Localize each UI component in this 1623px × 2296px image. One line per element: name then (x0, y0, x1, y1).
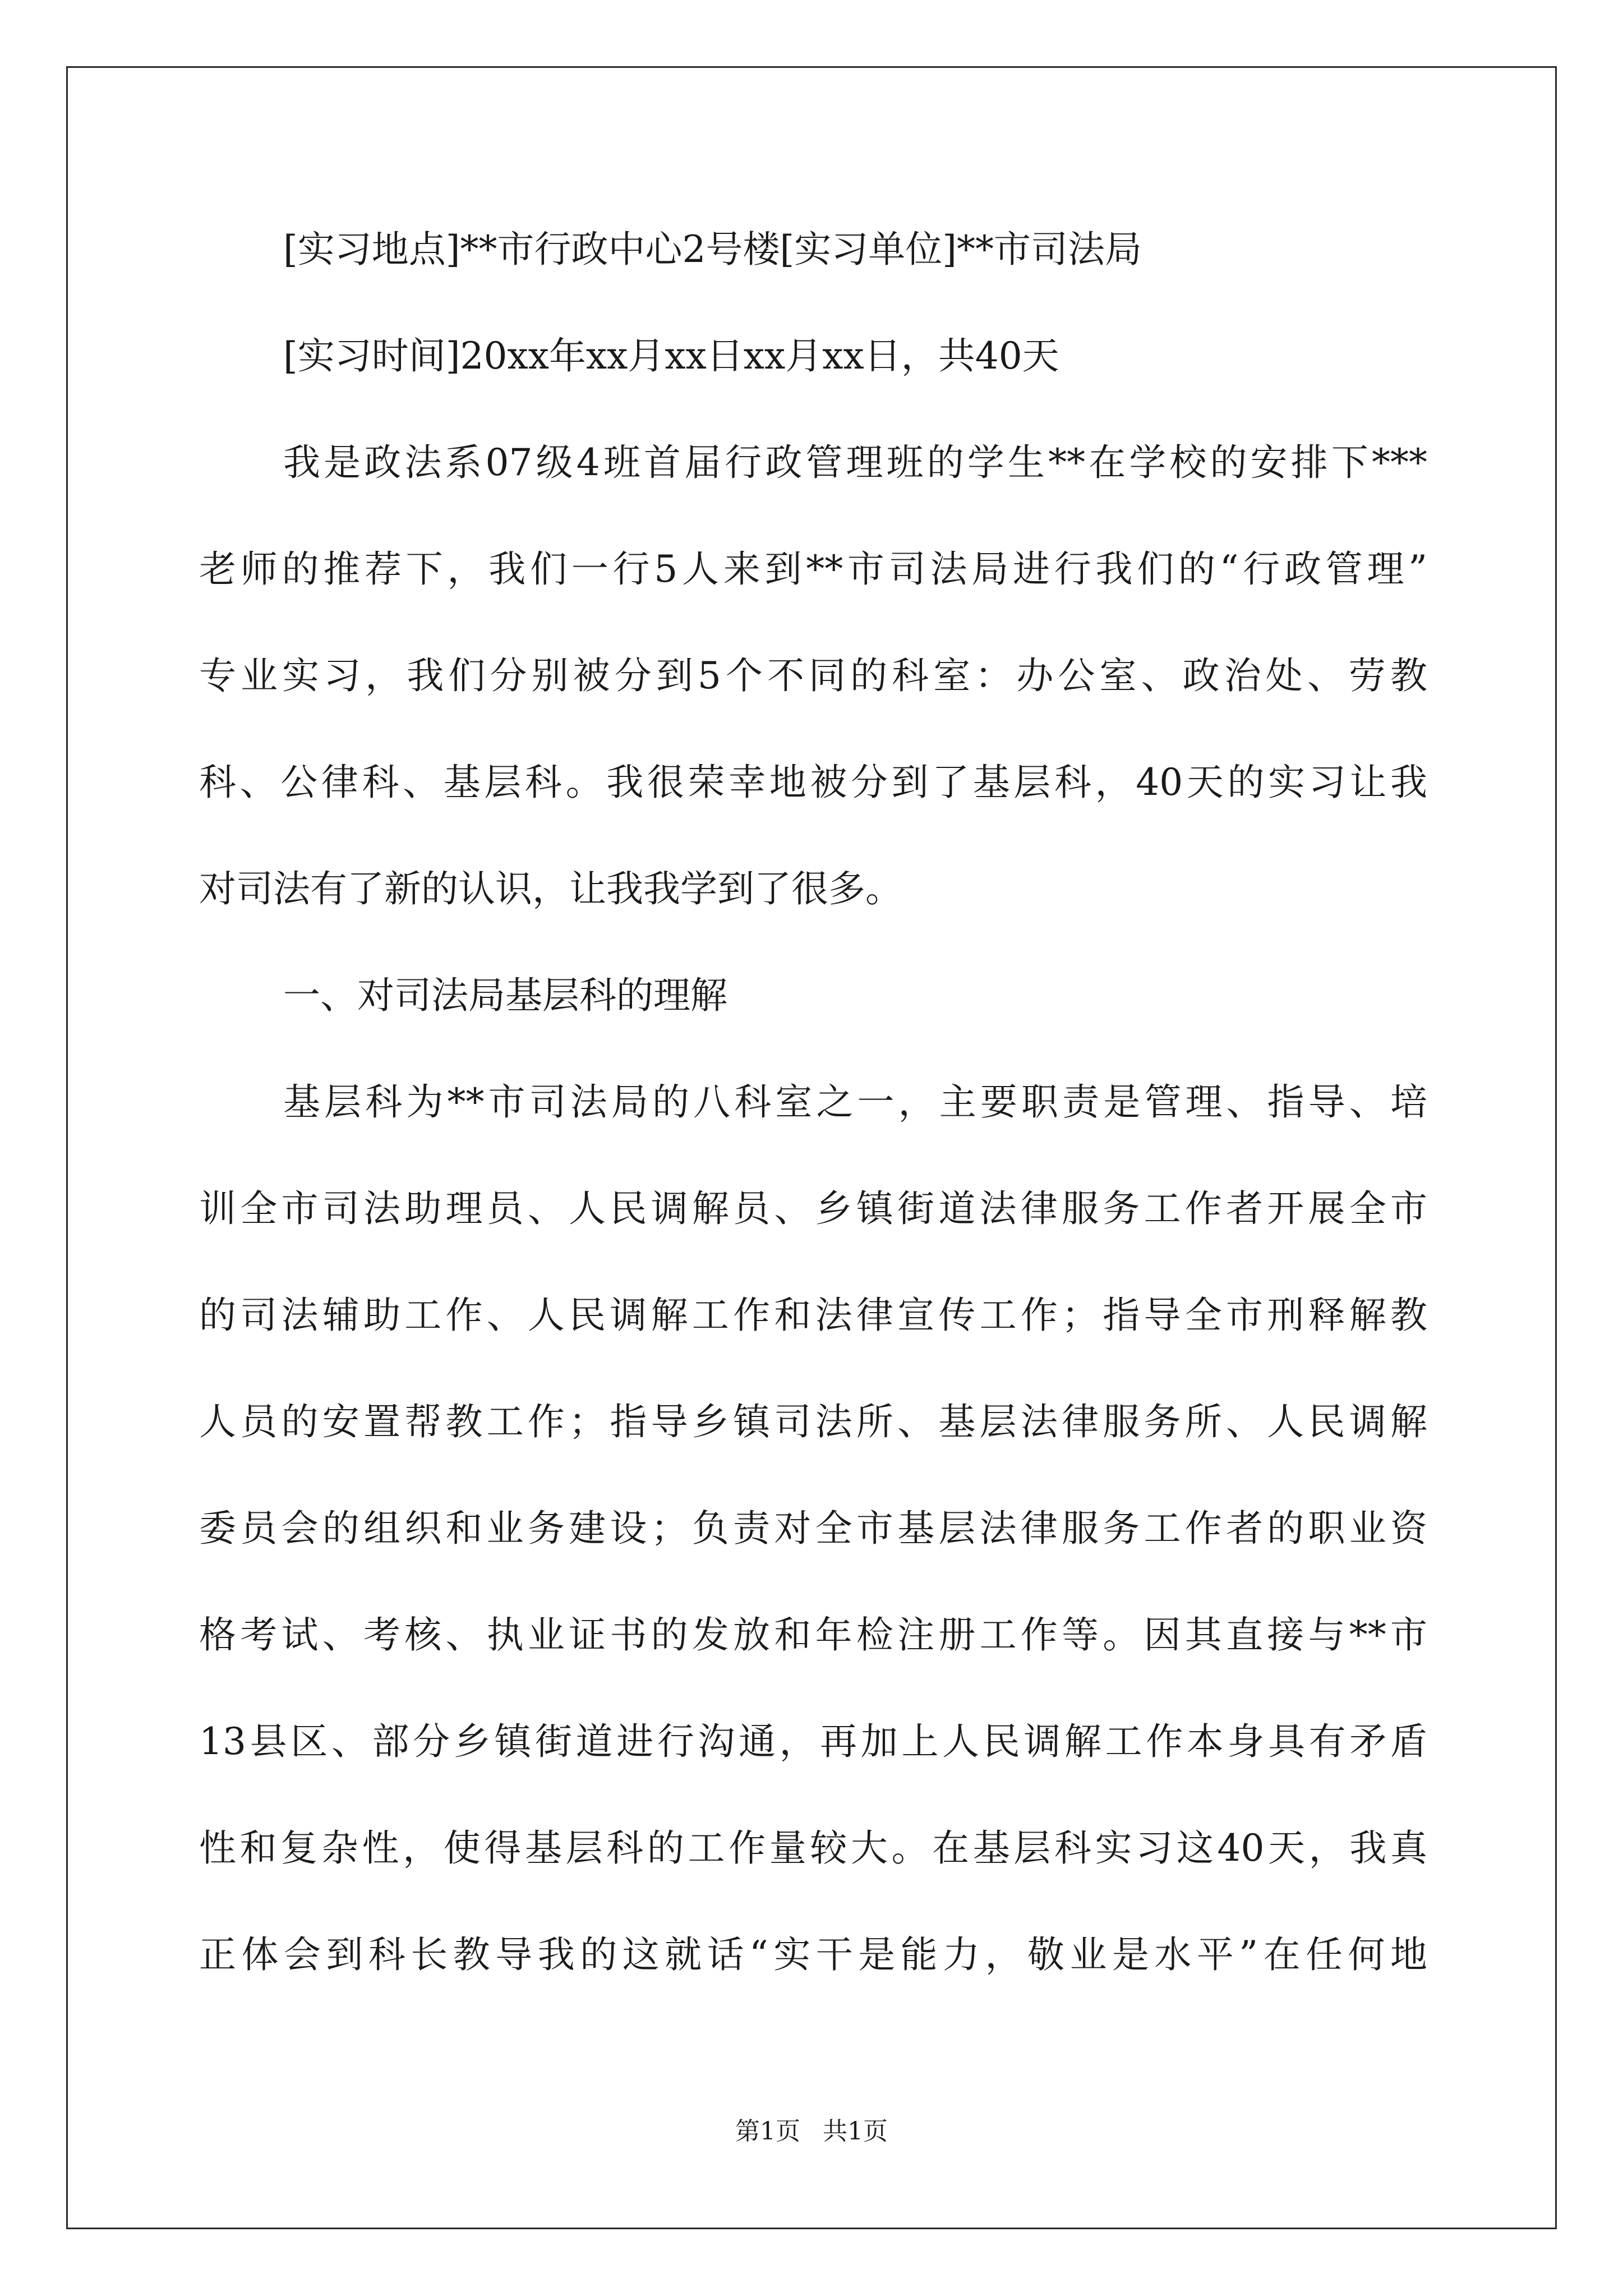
page-total: 共1页 (823, 2117, 888, 2146)
text-line: 人员的安置帮教工作；指导乡镇司法所、基层法律服务所、人民调解 (199, 1400, 1427, 1443)
text-line: 的司法辅助工作、人民调解工作和法律宣传工作；指导全市刑释解教 (199, 1294, 1427, 1337)
page-number: 第1页 (735, 2117, 800, 2146)
text-line: 专业实习，我们分别被分到5个不同的科室：办公室、政治处、劳教 (199, 654, 1427, 697)
text-line: 性和复杂性，使得基层科的工作量较大。在基层科实习这40天，我真 (199, 1826, 1427, 1870)
document-body (199, 222, 1427, 2033)
section-heading: 一、对司法局基层科的理解 (283, 974, 727, 1017)
text-line: 委员会的组织和业务建设；负责对全市基层法律服务工作者的职业资 (199, 1507, 1427, 1550)
text-line: 基层科为**市司法局的八科室之一，主要职责是管理、指导、培 (283, 1080, 1427, 1124)
text-line: 老师的推荐下，我们一行5人来到**市司法局进行我们的“行政管理” (199, 547, 1427, 591)
text-line: 对司法有了新的认识，让我我学到了很多。 (199, 867, 902, 910)
text-line: 13县区、部分乡镇街道进行沟通，再加上人民调解工作本身具有矛盾 (199, 1720, 1427, 1763)
text-line: 训全市司法助理员、人民调解员、乡镇街道法律服务工作者开展全市 (199, 1187, 1427, 1230)
text-line: 正体会到科长教导我的这就话“实干是能力，敬业是水平”在任何地 (199, 1933, 1427, 1976)
text-line: [实习地点]**市行政中心2号楼[实习单位]**市司法局 (283, 228, 1142, 271)
text-line: 科、公律科、基层科。我很荣幸地被分到了基层科，40天的实习让我 (199, 761, 1427, 804)
text-line: [实习时间]20xx年xx月xx日xx月xx日，共40天 (283, 334, 1059, 378)
page-footer (0, 2115, 1623, 2148)
text-line: 我是政法系07级4班首届行政管理班的学生**在学校的安排下*** (283, 441, 1427, 484)
text-line: 格考试、考核、执业证书的发放和年检注册工作等。因其直接与**市 (199, 1613, 1427, 1657)
